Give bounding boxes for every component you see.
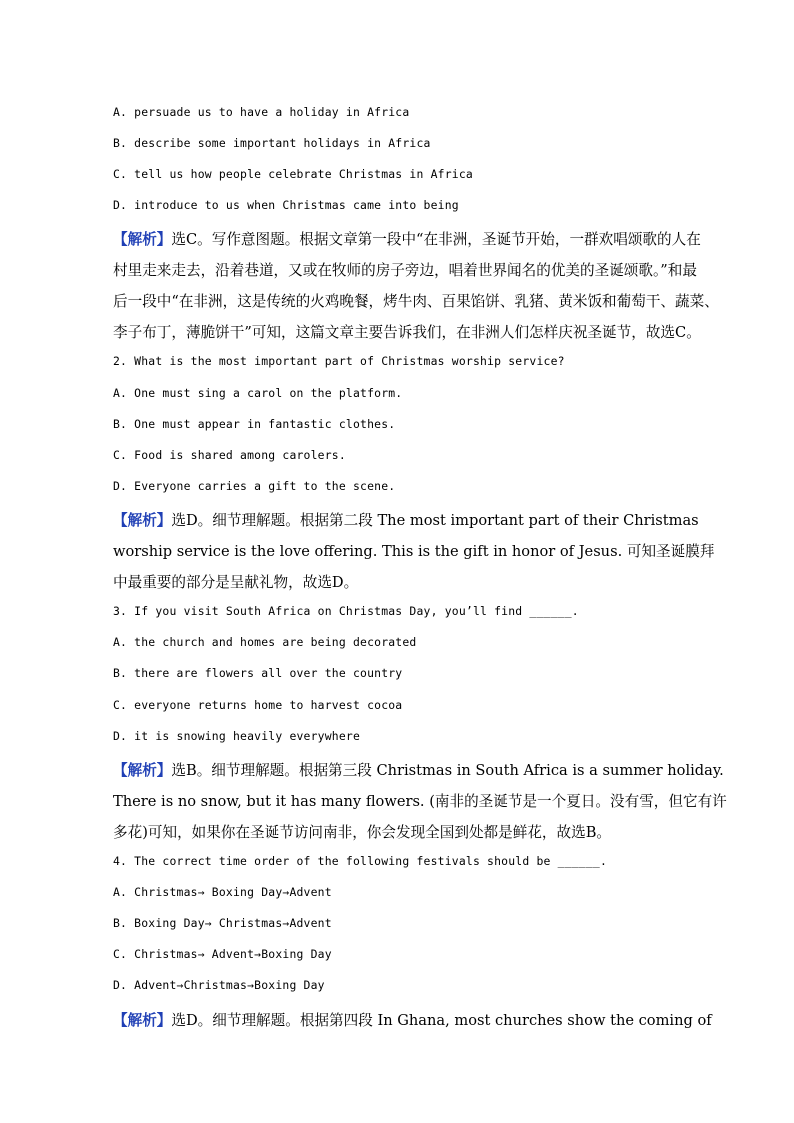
- q4-option-d: D. Advent→Christmas→Boxing Day: [113, 978, 325, 992]
- q4-option-c: C. Christmas→ Advent→Boxing Day: [113, 947, 332, 961]
- q2-option-b: B. One must appear in fantastic clothes.: [113, 417, 396, 431]
- q1-analysis-line-3: 后一段中“在非洲，这是传统的火鸡晚餐，烤牛肉、百果馅饼、乳猪、黄米饭和葡萄干、蔬菜、: [113, 293, 719, 310]
- q4-stem: 4. The correct time order of the following festivals should be ______.: [113, 854, 608, 868]
- analysis-tag: 【解析】: [113, 762, 172, 779]
- q3-option-d: D. it is snowing heavily everywhere: [113, 729, 361, 743]
- analysis-tag: 【解析】: [113, 512, 172, 529]
- q3-analysis-text-1: 选B。细节理解题。根据第三段 Christmas in South Africa is a summer holiday.: [171, 762, 724, 779]
- q2-option-d: D. Everyone carries a gift to the scene.: [113, 479, 396, 493]
- q1-analysis-line-1: [113, 228, 701, 249]
- q1-option-a: A. persuade us to have a holiday in Africa: [113, 105, 410, 119]
- analysis-tag: 【解析】: [113, 231, 172, 248]
- q2-option-a: A. One must sing a carol on the platform.: [113, 386, 403, 400]
- q2-stem: 2. What is the most important part of Christmas worship service?: [113, 354, 565, 368]
- q3-option-a: A. the church and homes are being decorated: [113, 635, 417, 649]
- q1-analysis-line-4: 李子布丁，薄脆饼干”可知，这篇文章主要告诉我们，在非洲人们怎样庆祝圣诞节，故选C。: [113, 324, 701, 341]
- q2-analysis-line-3: 中最重要的部分是呈献礼物，故选D。: [113, 574, 359, 591]
- q3-analysis-line-2: There is no snow, but it has many flowers. (南非的圣诞节是一个夏日。没有雪，但它有许: [113, 793, 727, 810]
- q4-option-a: A. Christmas→ Boxing Day→Advent: [113, 885, 332, 899]
- q4-option-b: B. Boxing Day→ Christmas→Advent: [113, 916, 332, 930]
- q3-option-b: B. there are flowers all over the country: [113, 666, 403, 680]
- q3-analysis-line-1: [113, 759, 724, 780]
- q4-analysis-text-1: 选D。细节理解题。根据第四段 In Ghana, most churches show the coming of: [171, 1012, 712, 1029]
- q3-stem: 3. If you visit South Africa on Christmas Day, you’ll find ______.: [113, 604, 579, 618]
- q1-analysis-text-1: 选C。写作意图题。根据文章第一段中“在非洲，圣诞节开始，一群欢唱颂歌的人在: [171, 231, 701, 248]
- analysis-tag: 【解析】: [113, 1012, 172, 1029]
- q1-analysis-line-2: 村里走来走去，沿着巷道，又或在牧师的房子旁边，唱着世界闻名的优美的圣诞颂歌。”和最: [113, 262, 697, 279]
- q2-analysis-line-2: worship service is the love offering. This is the gift in honor of Jesus. 可知圣诞膜拜: [113, 543, 715, 560]
- q1-option-c: C. tell us how people celebrate Christmas in Africa: [113, 167, 473, 181]
- q1-option-d: D. introduce to us when Christmas came into being: [113, 198, 459, 212]
- q2-analysis-text-1: 选D。细节理解题。根据第二段 The most important part of their Christmas: [171, 512, 699, 529]
- q4-analysis-line-1: [113, 1009, 712, 1030]
- q2-option-c: C. Food is shared among carolers.: [113, 448, 346, 462]
- q3-analysis-line-3: 多花)可知，如果你在圣诞节访问南非，你会发现全国到处都是鲜花，故选B。: [113, 824, 612, 841]
- q3-option-c: C. everyone returns home to harvest cocoa: [113, 698, 403, 712]
- q1-option-b: B. describe some important holidays in Africa: [113, 136, 431, 150]
- q2-analysis-line-1: [113, 509, 699, 530]
